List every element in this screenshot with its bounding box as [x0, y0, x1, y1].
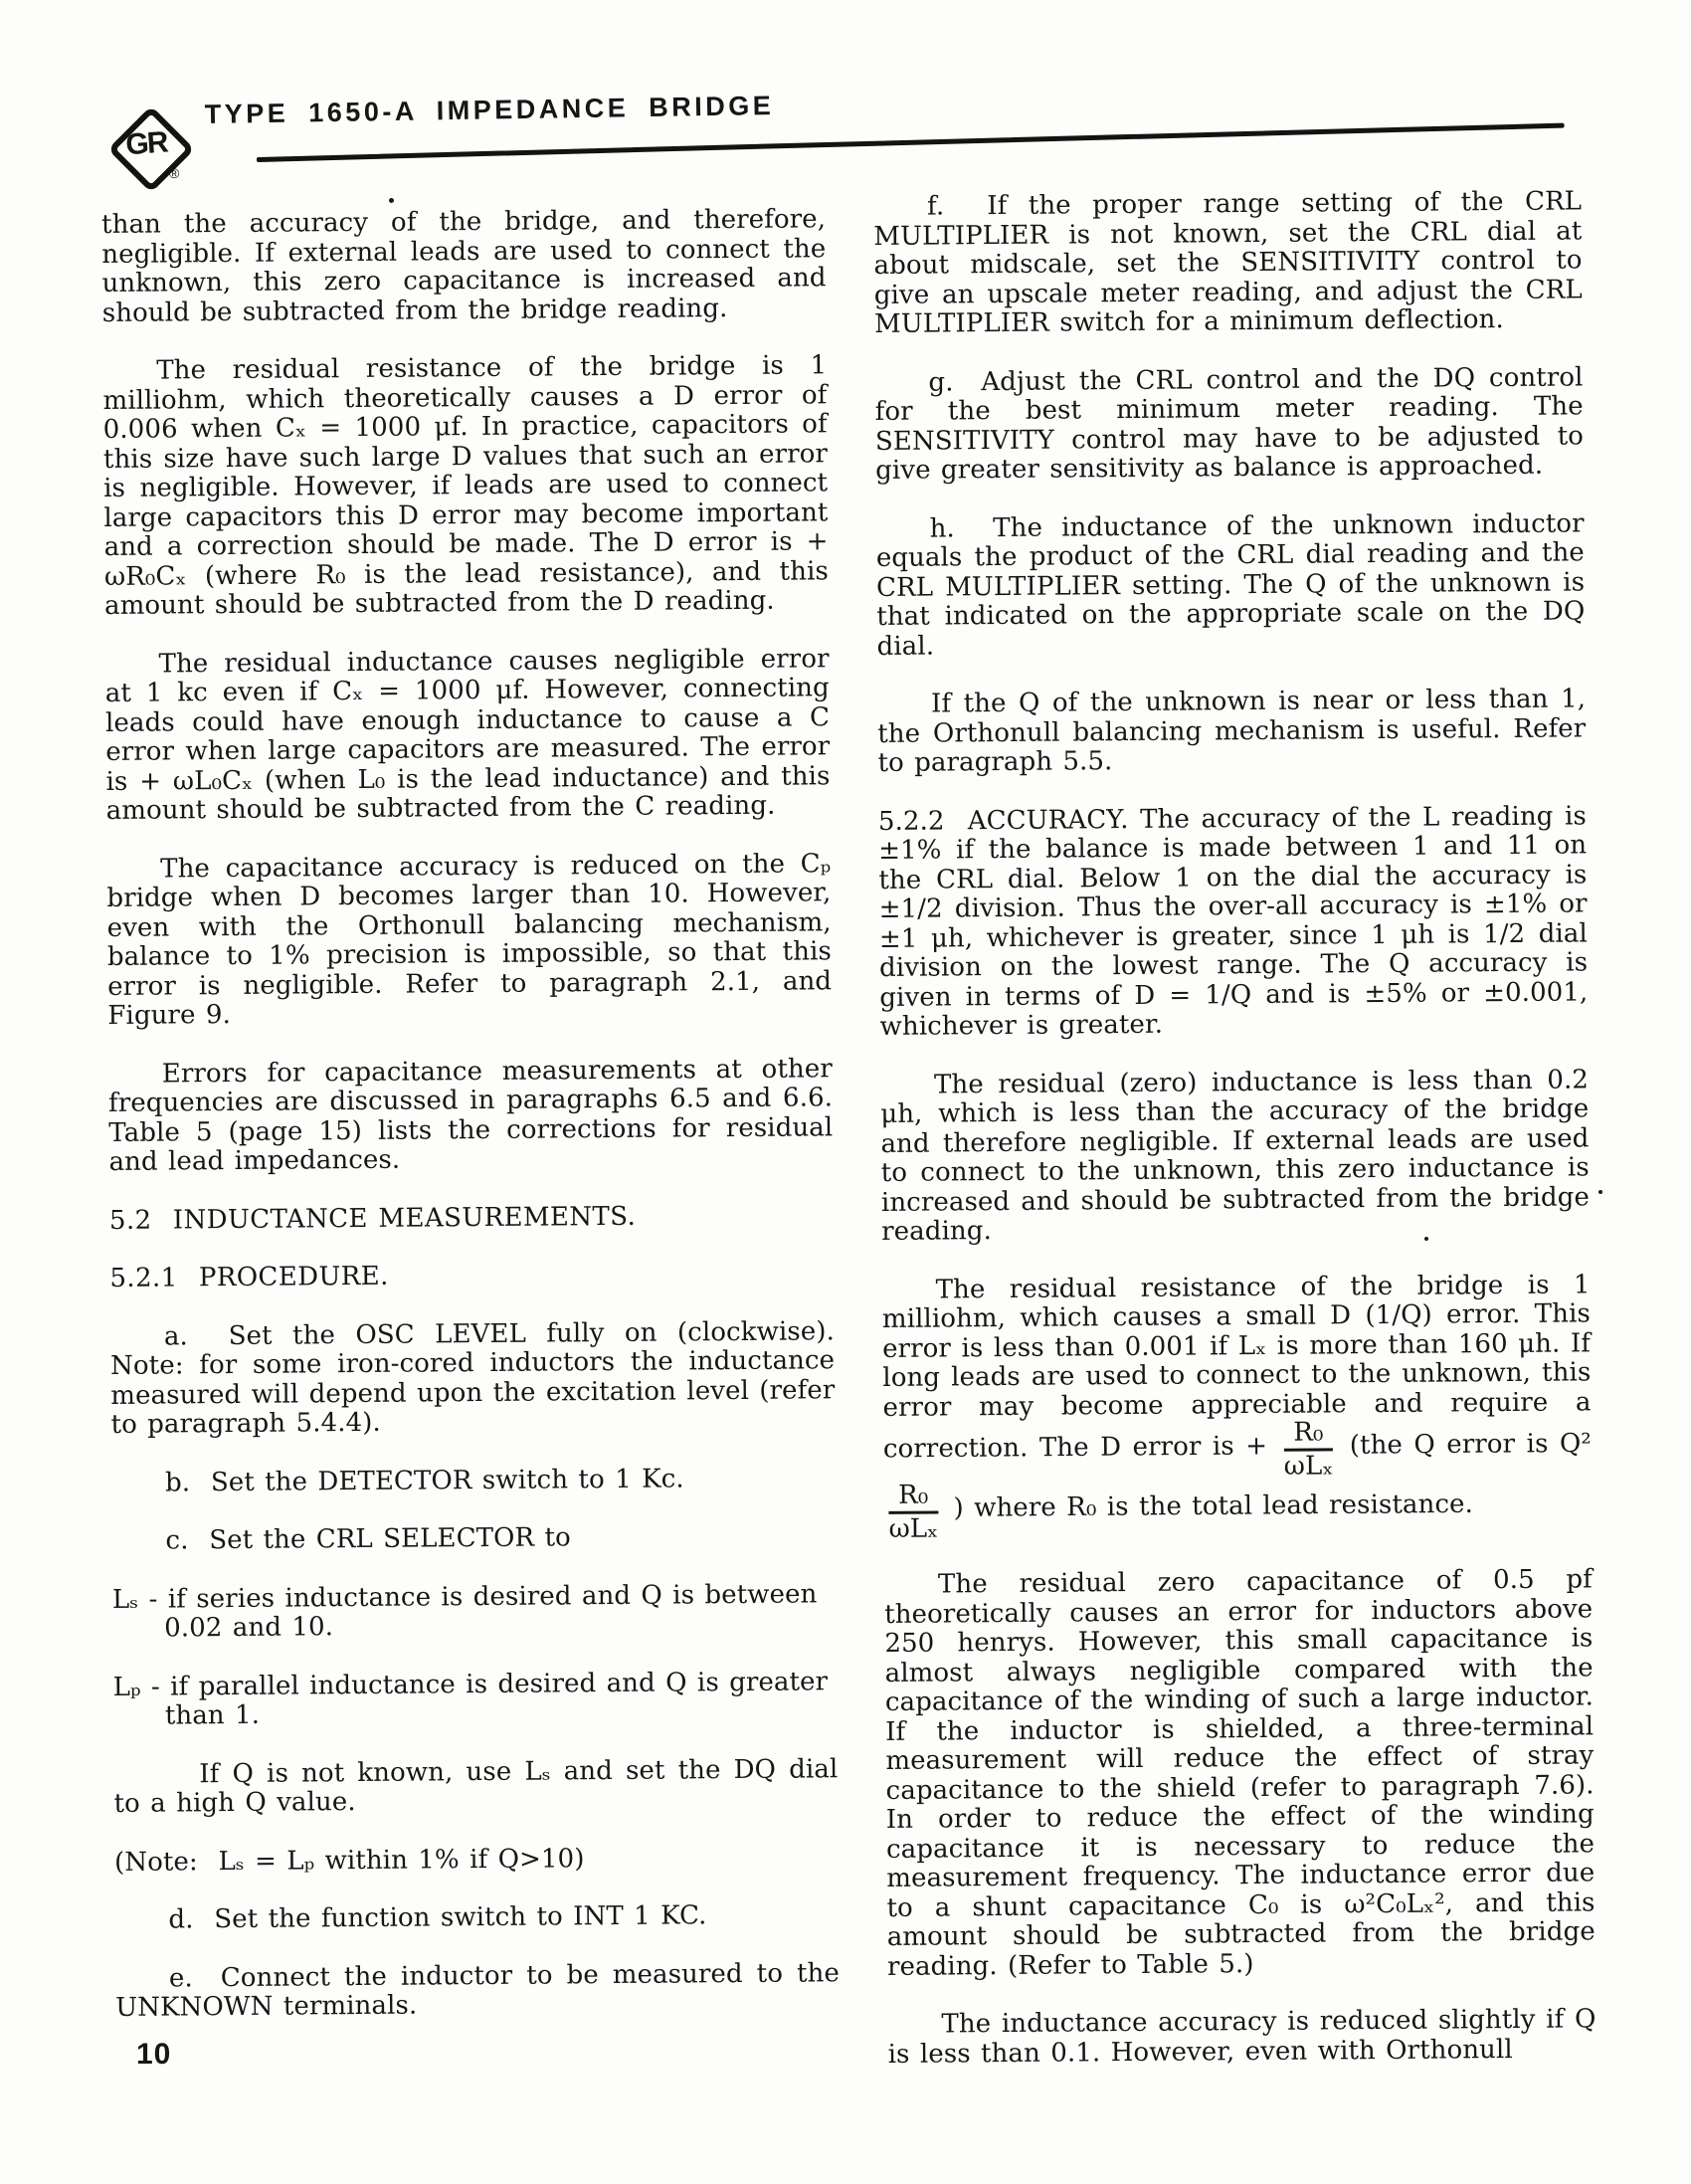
- option-parallel-inductance: Lₚ - if parallel inductance is desired and Q is greater than 1.: [112, 1666, 829, 1731]
- paragraph-residual-inductance: The residual inductance causes negligible error at 1 kc even if Cₓ = 1000 μf. However, connecting leads could have enough inductance to cause a C error when large capacitors are measured. The error is + ωL₀Cₓ (when L₀ is the lead inductance) and this amount should be subtracted from the C reading.: [104, 643, 831, 826]
- procedure-step-f: f. If the proper range setting of the CRL MULTIPLIER is not known, set the CRL dial at about midscale, set the SENSITIVITY control to give an upscale meter reading, and adjust the CRL MULTIPLIER switch for a minimum deflection.: [873, 186, 1583, 339]
- procedure-step-c: c. Set the CRL SELECTOR to: [165, 1522, 571, 1556]
- scan-speck: [1424, 1237, 1428, 1241]
- right-column: [873, 187, 1597, 2098]
- gr-logo: [107, 105, 185, 183]
- left-column: [101, 205, 841, 2052]
- paragraph-if-q-not-known: If Q is not known, use Lₛ and set the DQ dial to a high Q value.: [113, 1753, 839, 1819]
- paragraph-residual-resistance: The residual resistance of the bridge is 1 milliohm, which theoretically causes a D error of 0.006 when Cₓ = 1000 μf. In practice, capacitors of this size have such large D values that such an error is negligible. However, if leads are used to connect large capacitors this D error may become important and a correction should be made. The D error is + ωR₀Cₓ (where R₀ is the lead resistance), and this amount should be subtracted from the D reading.: [102, 350, 829, 621]
- section-paragraph-5-2-2-accuracy: 5.2.2 ACCURACY. The accuracy of the L reading is ±1% if the balance is made between 1 and 11 on the CRL dial. Below 1 on the dial the accuracy is ±1/2 division. Thus the over-all accuracy is ±1% or ±1 μh, whichever is greater, since 1 μh is 1/2 dial division on the lowest range. The Q accuracy is given in terms of D = 1/Q and is ±5% or ±0.001, whichever is greater.: [877, 800, 1589, 1042]
- paragraph-inductance-accuracy-reduced: The inductance accuracy is reduced slightly if Q is less than 0.1. However, even with Orthonull: [887, 2004, 1597, 2070]
- procedure-step-b: b. Set the DETECTOR switch to 1 Kc.: [164, 1463, 684, 1498]
- page-title: TYPE 1650-A IMPEDANCE BRIDGE: [204, 91, 775, 130]
- procedure-step-g: g. Adjust the CRL control and the DQ control for the best minimum meter reading. The SENSITIVITY control may have to be adjusted to give greater sensitivity as balance is approached.: [874, 361, 1585, 486]
- procedure-step-h: h. The inductance of the unknown inductor equals the product of the CRL dial reading and the CRL MULTIPLIER setting. The Q of the unknown is that indicated on the appropriate scale on the DQ dial.: [875, 507, 1586, 662]
- fraction-r0-over-wlx-1: [1283, 1417, 1334, 1482]
- registered-trademark-symbol: ®: [169, 165, 180, 181]
- section-heading-5-2-1: 5.2.1 PROCEDURE.: [109, 1261, 389, 1293]
- paragraph-orthonull-useful: If the Q of the unknown is near or less than 1, the Orthonull balancing mechanism is useful. Refer to paragraph 5.5.: [877, 684, 1587, 778]
- fraction-r0-over-wlx-2: [888, 1480, 939, 1544]
- paragraph-residual-zero-inductance: The residual (zero) inductance is less than 0.2 μh, which is less than the accuracy of the bridge and therefore negligible. If external leads are used to connect to the unknown, this zero inductance is increased and should be subtracted from the bridge reading.: [880, 1064, 1591, 1247]
- page-number: 10: [136, 2038, 172, 2071]
- section-heading-5-2: 5.2 INDUCTANCE MEASUREMENTS.: [108, 1201, 637, 1236]
- paragraph-capacitance-accuracy: The capacitance accuracy is reduced on the Cₚ bridge when D becomes larger than 10. However, even with the Orthonull balancing mechanism, balance to 1% precision is impossible, so that this error is negligible. Refer to paragraph 2.1, and Figure 9.: [106, 848, 833, 1031]
- procedure-step-a: a. Set the OSC LEVEL fully on (clockwise). Note: for some iron-cored inductors the inductance measured will depend upon the excitation level (refer to paragraph 5.4.4).: [110, 1315, 836, 1440]
- option-series-inductance: Lₛ - if series inductance is desired and Q is between 0.02 and 10.: [111, 1578, 818, 1644]
- gr-logo-letters: GR: [124, 125, 168, 162]
- scan-speck: [389, 198, 394, 203]
- fraction-denominator: ωLₓ: [888, 1513, 939, 1544]
- fraction-numerator: R₀: [888, 1483, 938, 1514]
- procedure-step-d: d. Set the function switch to INT 1 KC.: [168, 1900, 707, 1935]
- paragraph-errors-other-frequencies: Errors for capacitance measurements at other frequencies are discussed in paragraphs 6.5 and 6.6. Table 5 (page 15) lists the corrections for residual and lead impedances.: [107, 1053, 834, 1177]
- scan-speck: [1598, 1190, 1602, 1194]
- formula-text-after: ) where R₀ is the total lead resistance.: [943, 1489, 1474, 1524]
- procedure-step-e: e. Connect the inductor to be measured to the UNKNOWN terminals.: [115, 1957, 841, 2023]
- paragraph-zero-capacitance-cont: than the accuracy of the bridge, and therefore, negligible. If external leads are used to connect the unknown, this zero capacitance is increased and should be subtracted from the bridge reading.: [100, 204, 827, 328]
- paragraph-residual-resistance-d-error: [882, 1271, 1593, 1542]
- formula-text-mid: (the Q error is Q²: [1338, 1428, 1593, 1461]
- formula-text-before: The residual resistance of the bridge is 1 milliohm, which causes a small D (1/Q) error. This error is less than 0.001 if Lₓ is more than 160 μh. If long leads are used to connect to the unknown, this error may become appreciable and require a correction. The D error is +: [881, 1269, 1592, 1465]
- fraction-denominator: ωLₓ: [1283, 1450, 1334, 1482]
- fraction-numerator: R₀: [1283, 1419, 1333, 1451]
- header-rule: [257, 123, 1565, 162]
- paragraph-residual-zero-capacitance: The residual zero capacitance of 0.5 pf theoretically causes an error for inductors above 250 henrys. However, this small capacitance is almost always negligible compared with the capacitance of the winding of such a large inductor. If the inductor is shielded, a three-terminal measurement will reduce the effect of stray capacitance to the shield (refer to paragraph 7.6). In order to reduce the effect of the winding capacitance it is necessary to reduce the measurement frequency. The inductance error due to a shunt capacitance C₀ is ω²C₀Lₓ², and this amount should be subtracted from the bridge reading. (Refer to Table 5.): [884, 1564, 1596, 1982]
- paragraph-note-ls-lp: (Note: Lₛ = Lₚ within 1% if Q>10): [113, 1843, 585, 1878]
